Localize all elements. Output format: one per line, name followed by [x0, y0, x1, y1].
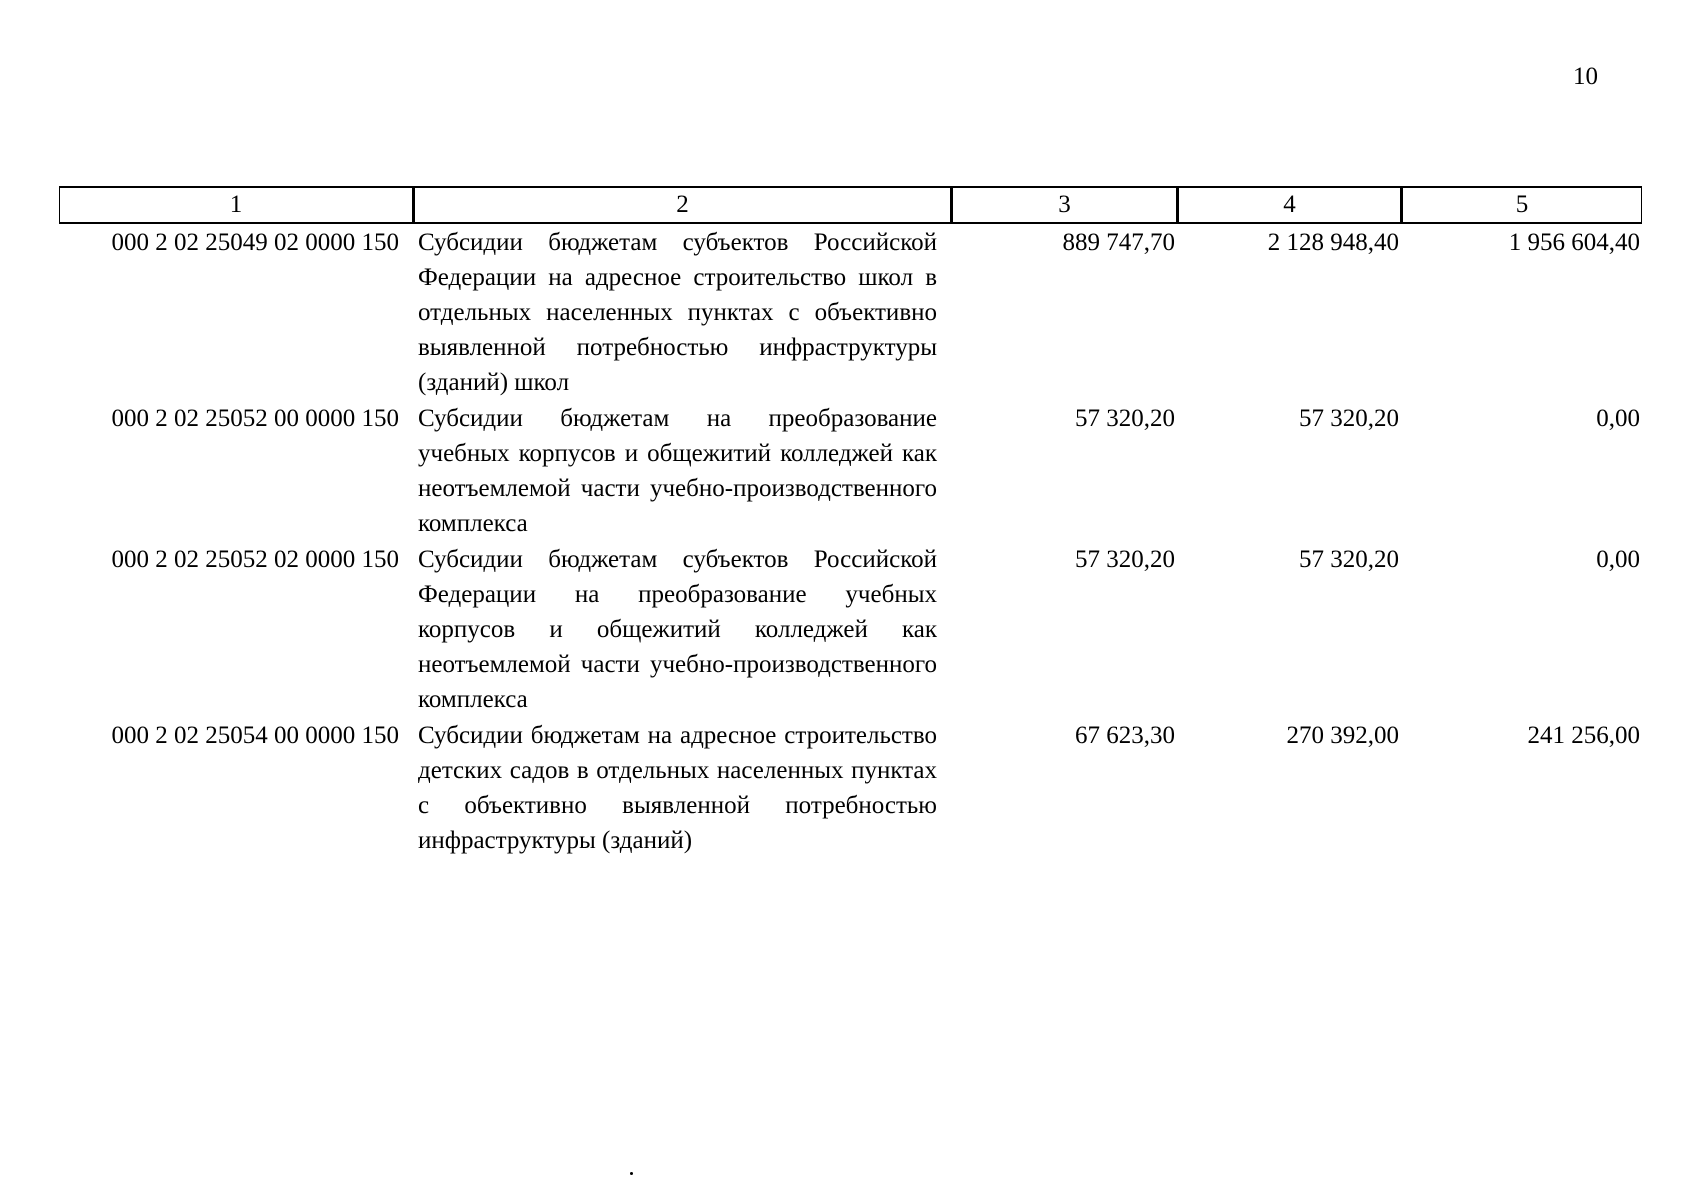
column-header-5: 5	[1401, 186, 1642, 224]
budget-code: 000 2 02 25054 00 0000 150	[111, 722, 399, 749]
column-header-4: 4	[1177, 186, 1401, 224]
value-col5: 1 956 604,40	[1508, 229, 1640, 256]
description: Субсидии бюджетам субъектов Российской Федерации на преобразование учебных корпусов и общежитий колледжей как неотъемлемой части учебно-производственного комплекса	[418, 546, 937, 713]
table-header	[59, 186, 1642, 224]
value-col4: 270 392,00	[1286, 722, 1399, 749]
description: Субсидии бюджетам субъектов Российской Федерации на адресное строительство школ в отдельных населенных пунктах с объективно выявленной потребностью инфраструктуры (зданий) школ	[418, 229, 937, 396]
table-row	[59, 541, 1642, 717]
value-col5: 0,00	[1596, 405, 1640, 432]
budget-code: 000 2 02 25052 02 0000 150	[111, 546, 399, 573]
description: Субсидии бюджетам на преобразование учебных корпусов и общежитий колледжей как неотъемлемой части учебно-производственного комплекса	[418, 405, 937, 537]
value-col3: 67 623,30	[1075, 722, 1175, 749]
budget-code: 000 2 02 25052 00 0000 150	[111, 405, 399, 432]
column-header-3: 3	[951, 186, 1177, 224]
value-col3: 57 320,20	[1075, 405, 1175, 432]
table-body	[59, 224, 1642, 858]
table-row	[59, 400, 1642, 541]
value-col4: 2 128 948,40	[1267, 229, 1399, 256]
scan-speck	[630, 1172, 633, 1175]
value-col3: 57 320,20	[1075, 546, 1175, 573]
column-header-1: 1	[59, 186, 413, 224]
table-row	[59, 224, 1642, 400]
header-row	[59, 186, 1642, 224]
description: Субсидии бюджетам на адресное строительство детских садов в отдельных населенных пунктах с объективно выявленной потребностью инфраструктуры (зданий)	[418, 722, 937, 854]
value-col4: 57 320,20	[1299, 546, 1399, 573]
page-number: 10	[1573, 63, 1598, 90]
table-row	[59, 717, 1642, 858]
budget-code: 000 2 02 25049 02 0000 150	[111, 229, 399, 256]
value-col5: 0,00	[1596, 546, 1640, 573]
value-col4: 57 320,20	[1299, 405, 1399, 432]
value-col3: 889 747,70	[1062, 229, 1175, 256]
column-header-2: 2	[413, 186, 951, 224]
value-col5: 241 256,00	[1527, 722, 1640, 749]
budget-table	[59, 186, 1642, 858]
